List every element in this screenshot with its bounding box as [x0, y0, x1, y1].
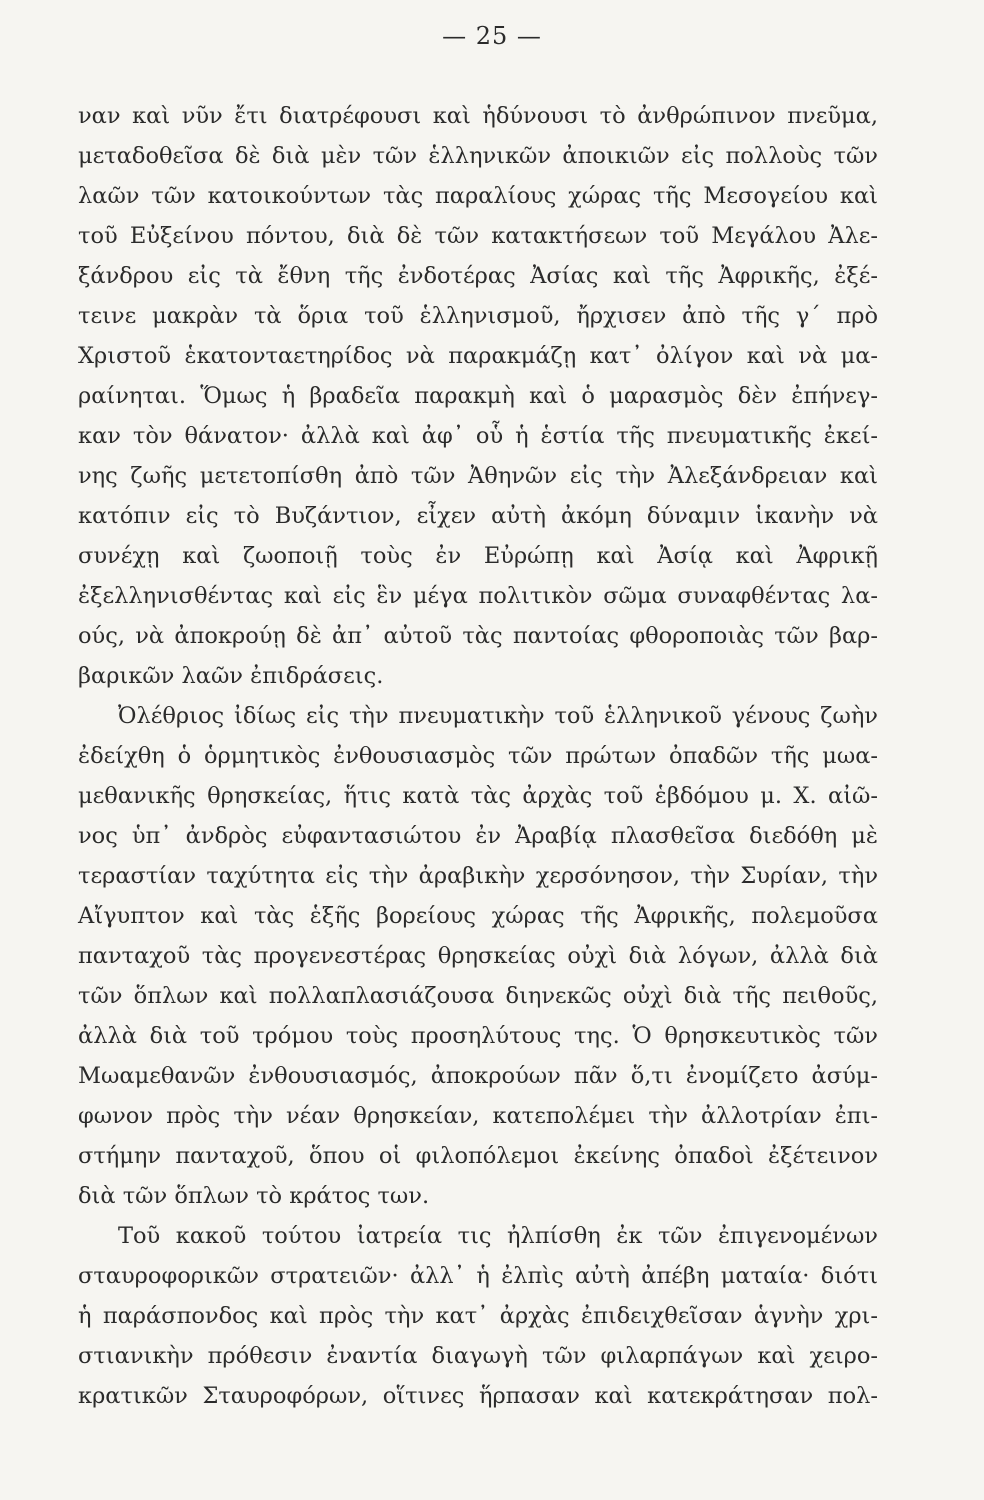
text-line: ἐδείχθη ὁ ὁρμητικὸς ἐνθουσιασμὸς τῶν πρώτων ὀπαδῶν τῆς μωα- [78, 743, 878, 769]
text-line: ούς, νὰ ἀποκρούῃ δὲ ἀπ᾽ αὐτοῦ τὰς παντοίας φθοροποιὰς τῶν βαρ- [78, 623, 878, 649]
text-line: νης ζωῆς μετετοπίσθη ἀπὸ τῶν Ἀθηνῶν εἰς τὴν Ἀλεξάνδρειαν καὶ [78, 463, 878, 489]
text-line: ἡ παράσπονδος καὶ πρὸς τὴν κατ᾽ ἀρχὰς ἐπιδειχθεῖσαν ἁγνὴν χρι- [78, 1303, 878, 1329]
text-line: φωνον πρὸς τὴν νέαν θρησκείαν, κατεπολέμει τὴν ἀλλοτρίαν ἐπι- [78, 1103, 878, 1129]
text-line: Μωαμεθανῶν ἐνθουσιασμός, ἀποκρούων πᾶν ὅ,τι ἐνομίζετο ἀσύμ- [78, 1063, 878, 1089]
text-line: καν τὸν θάνατον· ἀλλὰ καὶ ἀφ᾽ οὗ ἡ ἑστία τῆς πνευματικῆς ἐκεί- [78, 423, 878, 449]
text-line: συνέχῃ καὶ ζωοποιῇ τοὺς ἐν Εὐρώπῃ καὶ Ἀσίᾳ καὶ Ἀφρικῇ [78, 543, 878, 569]
text-line: τεραστίαν ταχύτητα εἰς τὴν ἀραβικὴν χερσόνησον, τὴν Συρίαν, τὴν [78, 863, 878, 889]
text-line: νος ὑπ᾽ ἀνδρὸς εὐφαντασιώτου ἐν Ἀραβίᾳ πλασθεῖσα διεδόθη μὲ [78, 823, 878, 849]
text-line: πανταχοῦ τὰς προγενεστέρας θρησκείας οὐχὶ διὰ λόγων, ἀλλὰ διὰ [78, 943, 878, 969]
text-line: Αἴγυπτον καὶ τὰς ἑξῆς βορείους χώρας τῆς Ἀφρικῆς, πολεμοῦσα [78, 903, 878, 929]
text-line: κατόπιν εἰς τὸ Βυζάντιον, εἶχεν αὐτὴ ἀκόμη δύναμιν ἱκανὴν νὰ [78, 503, 878, 529]
text-line: τεινε μακρὰν τὰ ὅρια τοῦ ἑλληνισμοῦ, ἤρχισεν ἀπὸ τῆς γ´ πρὸ [78, 303, 878, 329]
text-line: βαρικῶν λαῶν ἐπιδράσεις. [78, 663, 384, 689]
text-line: ἀλλὰ διὰ τοῦ τρόμου τοὺς προσηλύτους της. Ὁ θρησκευτικὸς τῶν [78, 1023, 878, 1049]
text-line: ραίνηται. Ὅμως ἡ βραδεῖα παρακμὴ καὶ ὁ μαρασμὸς δὲν ἐπήνεγ- [78, 383, 878, 409]
body-text [78, 96, 878, 1416]
text-line: μεταδοθεῖσα δὲ διὰ μὲν τῶν ἑλληνικῶν ἀποικιῶν εἰς πολλοὺς τῶν [78, 143, 878, 169]
text-line: τοῦ Εὐξείνου πόντου, διὰ δὲ τῶν κατακτήσεων τοῦ Μεγάλου Ἀλε- [78, 223, 878, 249]
text-line: σταυροφορικῶν στρατειῶν· ἀλλ᾽ ἡ ἐλπὶς αὐτὴ ἀπέβη ματαία· διότι [78, 1263, 878, 1289]
text-line: στιανικὴν πρόθεσιν ἐναντία διαγωγὴ τῶν φιλαρπάγων καὶ χειρο- [78, 1343, 878, 1369]
text-line: κρατικῶν Σταυροφόρων, οἵτινες ἥρπασαν καὶ κατεκράτησαν πολ- [78, 1383, 878, 1409]
text-line: ξάνδρου εἰς τὰ ἔθνη τῆς ἐνδοτέρας Ἀσίας καὶ τῆς Ἀφρικῆς, ἐξέ- [78, 263, 878, 289]
paragraph-first-line: Ὀλέθριος ἰδίως εἰς τὴν πνευματικὴν τοῦ ἑλληνικοῦ γένους ζωὴν [118, 703, 878, 729]
paragraph-first-line: Τοῦ κακοῦ τούτου ἰατρεία τις ἠλπίσθη ἐκ τῶν ἐπιγενομένων [118, 1223, 878, 1249]
text-line: Χριστοῦ ἑκατονταετηρίδος νὰ παρακμάζῃ κατ᾽ ὀλίγον καὶ νὰ μα- [78, 343, 878, 369]
page-number: — 25 — [442, 22, 542, 50]
text-line: ναν καὶ νῦν ἔτι διατρέφουσι καὶ ἡδύνουσι τὸ ἀνθρώπινον πνεῦμα, [78, 103, 878, 129]
text-line: μεθανικῆς θρησκείας, ἥτις κατὰ τὰς ἀρχὰς τοῦ ἑβδόμου μ. Χ. αἰῶ- [78, 783, 878, 809]
text-line: ἐξελληνισθέντας καὶ εἰς ἓν μέγα πολιτικὸν σῶμα συναφθέντας λα- [78, 583, 878, 609]
text-line: τῶν ὅπλων καὶ πολλαπλασιάζουσα διηνεκῶς οὐχὶ διὰ τῆς πειθοῦς, [78, 983, 878, 1009]
text-line: λαῶν τῶν κατοικούντων τὰς παραλίους χώρας τῆς Μεσογείου καὶ [78, 183, 878, 209]
text-line: διὰ τῶν ὅπλων τὸ κράτος των. [78, 1183, 430, 1209]
text-line: στήμην πανταχοῦ, ὅπου οἱ φιλοπόλεμοι ἐκείνης ὀπαδοὶ ἐξέτεινον [78, 1143, 878, 1169]
